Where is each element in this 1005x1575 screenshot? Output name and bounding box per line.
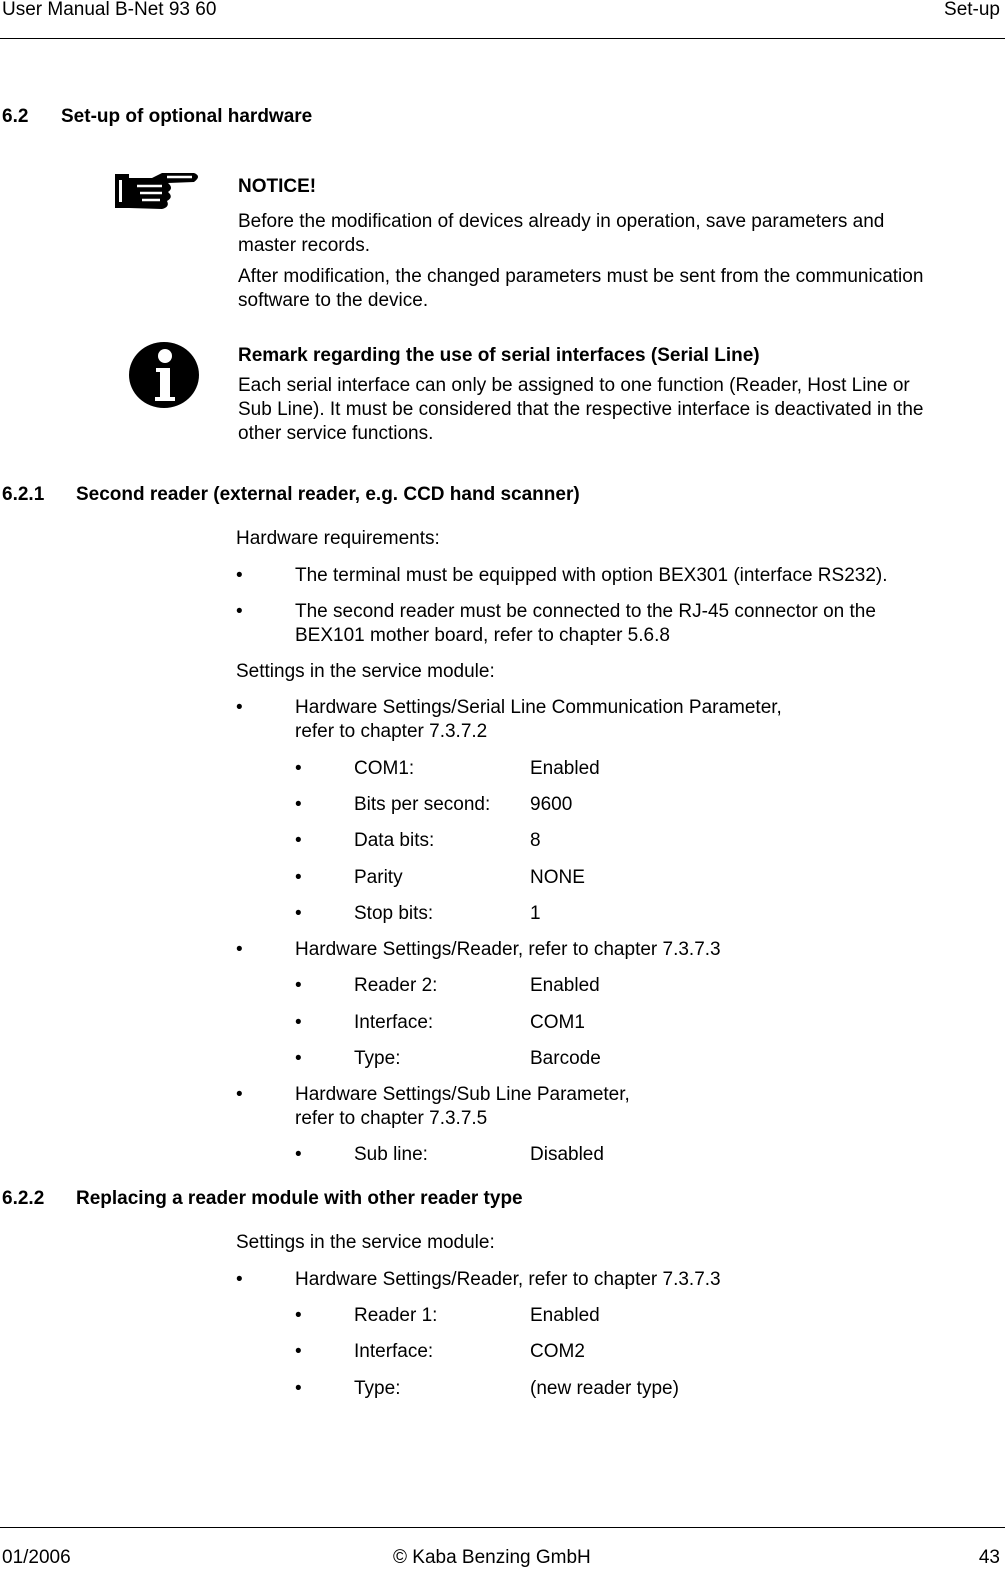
param-value: COM1: [530, 1012, 585, 1033]
param-value: COM2: [530, 1341, 585, 1362]
requirement: The second reader must be connected to the RJ-45 connector on the: [295, 601, 876, 622]
requirement: BEX101 mother board, refer to chapter 5.6.8: [295, 625, 670, 646]
bullet: •: [295, 1048, 302, 1069]
param-value: Enabled: [530, 975, 600, 996]
reader-setting: Hardware Settings/Reader, refer to chapter 7.3.7.3: [295, 939, 721, 960]
remark-line: Sub Line). It must be considered that the respective interface is deactivated in the: [238, 399, 924, 420]
bullet: •: [295, 975, 302, 996]
param-name: Parity: [354, 867, 403, 888]
bullet: •: [295, 867, 302, 888]
remark-title: Remark regarding the use of serial interfaces (Serial Line): [238, 345, 760, 366]
header-divider: [0, 38, 1005, 39]
param-name: Data bits:: [354, 830, 435, 851]
param-value: Enabled: [530, 1305, 600, 1326]
notice-line: master records.: [238, 235, 370, 256]
notice-title: NOTICE!: [238, 176, 317, 197]
param-value: 1: [530, 903, 541, 924]
bullet: •: [236, 601, 243, 622]
notice-line: After modification, the changed parameters must be sent from the communication: [238, 266, 924, 287]
serial-setting: refer to chapter 7.3.7.2: [295, 721, 488, 742]
hw-req-label: Hardware requirements:: [236, 528, 440, 549]
subline-setting: refer to chapter 7.3.7.5: [295, 1108, 488, 1129]
param-name: COM1:: [354, 758, 415, 779]
subsection-number: 6.2.1: [2, 484, 45, 505]
bullet: •: [236, 565, 243, 586]
remark-line: Each serial interface can only be assigned to one function (Reader, Host Line or: [238, 375, 910, 396]
bullet: •: [295, 1012, 302, 1033]
requirement: The terminal must be equipped with option BEX301 (interface RS232).: [295, 565, 888, 586]
subsection-number: 6.2.2: [2, 1188, 45, 1209]
bullet: •: [295, 1144, 302, 1165]
footer-copyright: © Kaba Benzing GmbH: [393, 1547, 591, 1568]
info-icon: [128, 341, 200, 409]
bullet: •: [236, 1269, 243, 1290]
bullet: •: [295, 1341, 302, 1362]
settings-label: Settings in the service module:: [236, 1232, 495, 1253]
subsection-title: Second reader (external reader, e.g. CCD hand scanner): [76, 484, 580, 505]
bullet: •: [295, 794, 302, 815]
bullet: •: [295, 903, 302, 924]
param-name: Type:: [354, 1048, 401, 1069]
serial-setting: Hardware Settings/Serial Line Communication Parameter,: [295, 697, 782, 718]
header-section: Set-up: [944, 0, 1000, 20]
footer-divider: [0, 1527, 1005, 1528]
footer-date: 01/2006: [2, 1547, 71, 1568]
param-name: Reader 1:: [354, 1305, 438, 1326]
section-number: 6.2: [2, 106, 29, 127]
page-number: 43: [978, 1547, 1000, 1568]
param-name: Interface:: [354, 1341, 434, 1362]
subsection-title: Replacing a reader module with other reader type: [76, 1188, 523, 1209]
settings-label: Settings in the service module:: [236, 661, 495, 682]
bullet: •: [236, 697, 243, 718]
param-name: Type:: [354, 1378, 401, 1399]
param-value: (new reader type): [530, 1378, 679, 1399]
bullet: •: [236, 939, 243, 960]
bullet: •: [295, 830, 302, 851]
param-value: 8: [530, 830, 541, 851]
param-name: Sub line:: [354, 1144, 428, 1165]
subline-setting: Hardware Settings/Sub Line Parameter,: [295, 1084, 630, 1105]
pointing-hand-icon: [112, 170, 202, 214]
notice-line: Before the modification of devices already in operation, save parameters and: [238, 211, 885, 232]
bullet: •: [295, 758, 302, 779]
bullet: •: [295, 1305, 302, 1326]
remark-line: other service functions.: [238, 423, 434, 444]
param-name: Bits per second:: [354, 794, 491, 815]
notice-line: software to the device.: [238, 290, 429, 311]
bullet: •: [236, 1084, 243, 1105]
param-value: Disabled: [530, 1144, 604, 1165]
reader-setting: Hardware Settings/Reader, refer to chapter 7.3.7.3: [295, 1269, 721, 1290]
param-name: Stop bits:: [354, 903, 434, 924]
param-name: Reader 2:: [354, 975, 438, 996]
param-value: Barcode: [530, 1048, 601, 1069]
bullet: •: [295, 1378, 302, 1399]
param-name: Interface:: [354, 1012, 434, 1033]
section-title: Set-up of optional hardware: [61, 106, 313, 127]
param-value: Enabled: [530, 758, 600, 779]
param-value: NONE: [530, 867, 585, 888]
header-title: User Manual B-Net 93 60: [2, 0, 217, 20]
param-value: 9600: [530, 794, 573, 815]
